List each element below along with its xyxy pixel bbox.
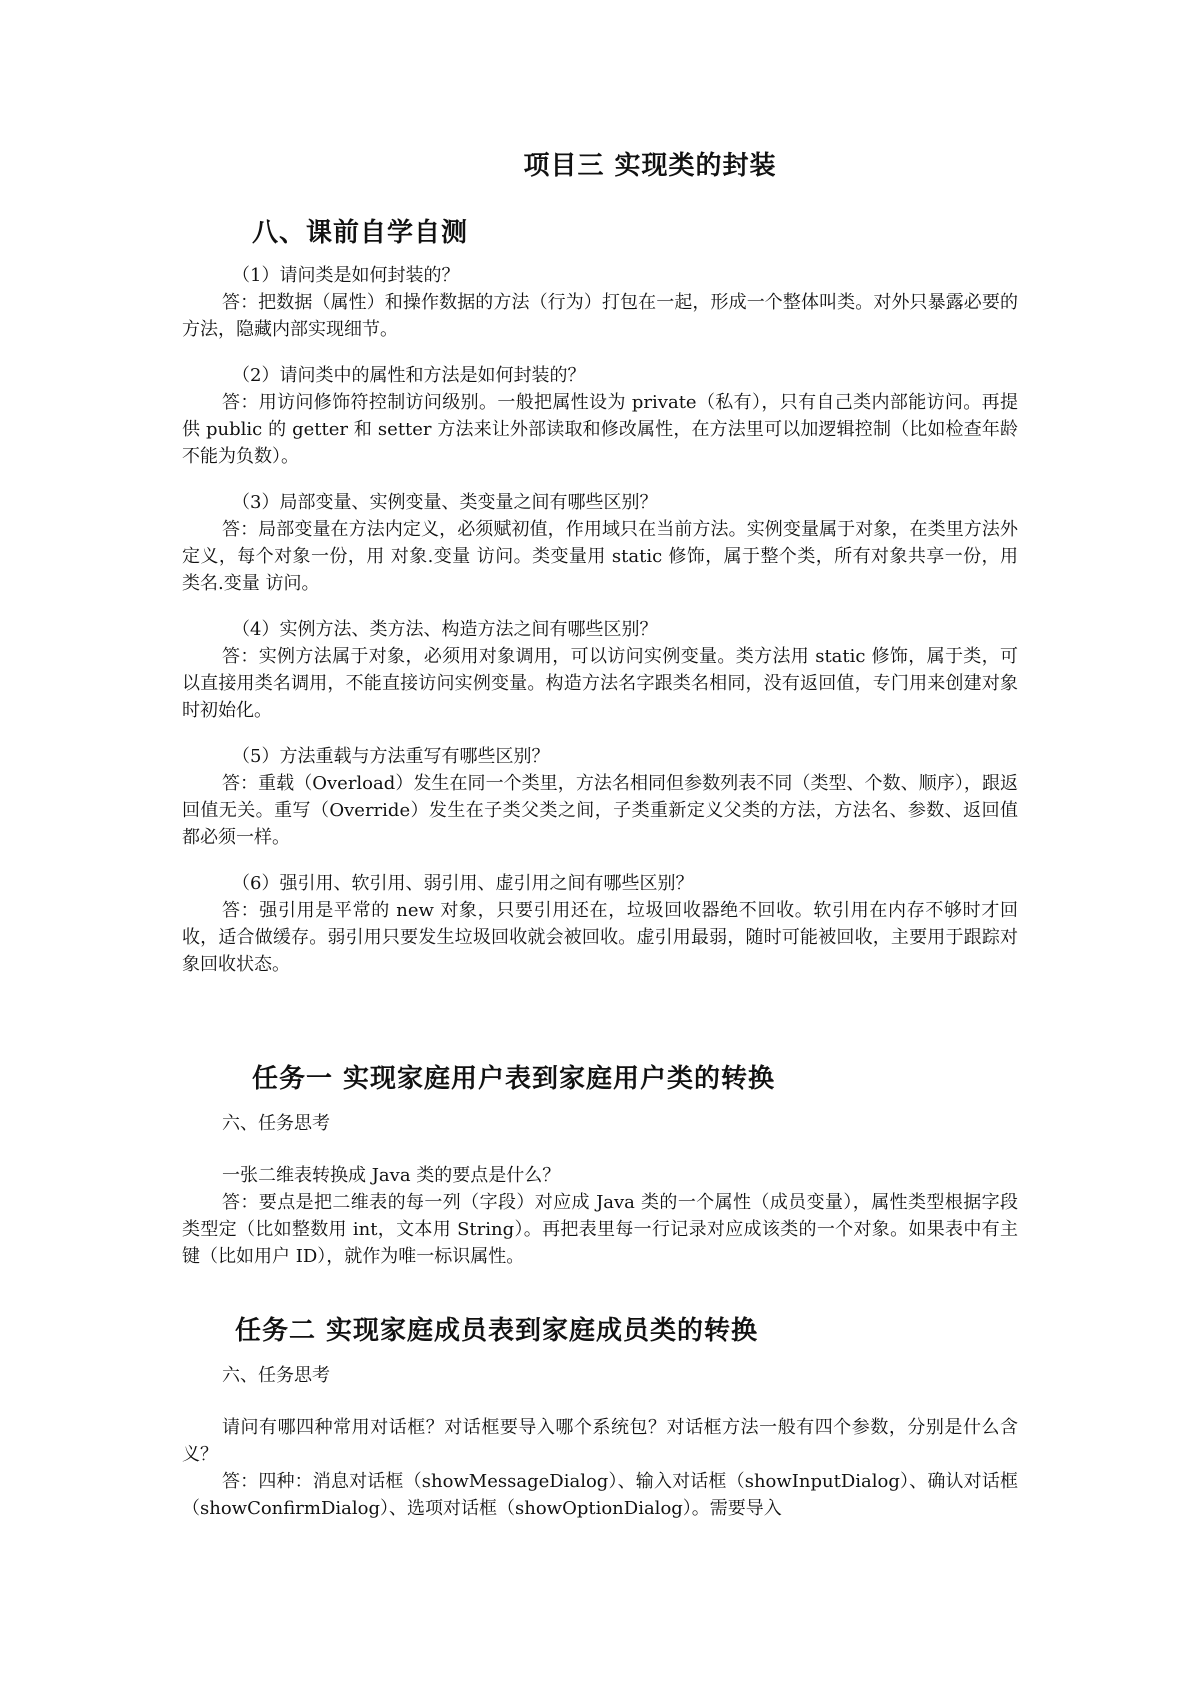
section-heading-self-test: 八、课前自学自测 [252,218,469,248]
task2-subheading-block [182,1362,1018,1389]
task1-heading: 任务一 实现家庭用户表到家庭用户类的转换 [252,1064,776,1094]
task2-heading: 任务二 实现家庭成员表到家庭成员类的转换 [235,1316,759,1346]
qa-item-6 [182,870,1018,978]
qa-item-1 [182,262,1018,343]
answer-text: 答：实例方法属于对象，必须用对象调用，可以访问实例变量。类方法用 static 修饰，属于类，可以直接用类名调用，不能直接访问实例变量。构造方法名字跟类名相同，没有返回值，专门用来创建对象时初始化。 [182,646,1018,721]
answer-text: 答：局部变量在方法内定义，必须赋初值，作用域只在当前方法。实例变量属于对象，在类里方法外定义，每个对象一份，用 对象.变量 访问。类变量用 static 修饰，属于整个类，所有对象共享一份，用 类名.变量 访问。 [182,519,1018,594]
question-text: （6）强引用、软引用、弱引用、虚引用之间有哪些区别？ [232,873,694,894]
answer-text: 答：用访问修饰符控制访问级别。一般把属性设为 private（私有），只有自己类内部能访问。再提供 public 的 getter 和 setter 方法来让外部读取和修改属性，在方法里可以加逻辑控制（比如检查年龄不能为负数）。 [182,392,1018,467]
task1-subheading-block [182,1110,1018,1137]
task1-subheading: 六、任务思考 [222,1113,330,1134]
question-text: （2）请问类中的属性和方法是如何封装的？ [232,365,586,386]
question-text: （1）请问类是如何封装的？ [232,265,460,286]
answer-text: 答：重载（Overload）发生在同一个类里，方法名相同但参数列表不同（类型、个数、顺序），跟返回值无关。重写（Override）发生在子类父类之间，子类重新定义父类的方法，方法名、参数、返回值都必须一样。 [182,773,1018,848]
task2-question: 请问有哪四种常用对话框？对话框要导入哪个系统包？对话框方法一般有四个参数，分别是什么含义？ [182,1417,1018,1465]
task1-answer: 答：要点是把二维表的每一列（字段）对应成 Java 类的一个属性（成员变量），属性类型根据字段类型定（比如整数用 int，文本用 String）。再把表里每一行记录对应成该类的一个对象。如果表中有主键（比如用户 ID），就作为唯一标识属性。 [182,1192,1018,1267]
task2-qa [182,1414,1018,1522]
question-text: （5）方法重载与方法重写有哪些区别？ [232,746,550,767]
task2-subheading: 六、任务思考 [222,1365,330,1386]
qa-item-2 [182,362,1018,470]
qa-item-4 [182,616,1018,724]
task1-qa [182,1162,1018,1270]
qa-item-3 [182,489,1018,597]
question-text: （3）局部变量、实例变量、类变量之间有哪些区别？ [232,492,658,513]
answer-text: 答：把数据（属性）和操作数据的方法（行为）打包在一起，形成一个整体叫类。对外只暴露必要的方法，隐藏内部实现细节。 [182,292,1018,340]
page-title: 项目三 实现类的封装 [523,151,777,181]
answer-text: 答：强引用是平常的 new 对象，只要引用还在，垃圾回收器绝不回收。软引用在内存不够时才回收，适合做缓存。弱引用只要发生垃圾回收就会被回收。虚引用最弱，随时可能被回收，主要用于跟踪对象回收状态。 [182,900,1018,975]
task2-answer: 答：四种：消息对话框（showMessageDialog）、输入对话框（showInputDialog）、确认对话框（showConfirmDialog）、选项对话框（showOptionDialog）。需要导入 [182,1471,1018,1519]
question-text: （4）实例方法、类方法、构造方法之间有哪些区别？ [232,619,658,640]
qa-item-5 [182,743,1018,851]
task1-question: 一张二维表转换成 Java 类的要点是什么？ [222,1165,561,1186]
